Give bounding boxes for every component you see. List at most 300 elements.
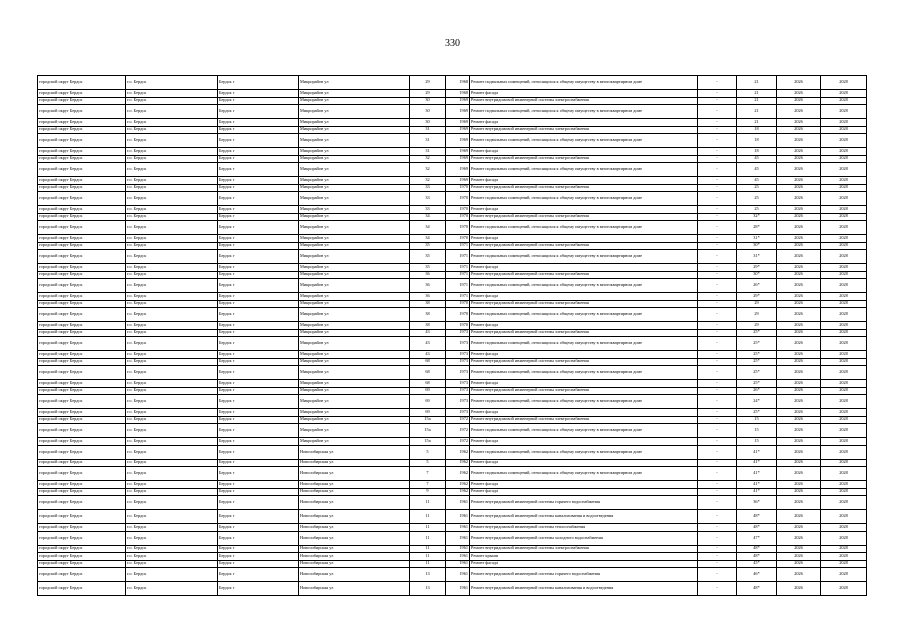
build-year-cell: 1970: [446, 184, 470, 192]
work-type-cell: Ремонт фасада: [470, 438, 698, 446]
end-year-cell: 2028: [821, 481, 867, 489]
settlement-cell: Бердск г: [218, 76, 299, 90]
house-number-cell: 30: [410, 119, 446, 127]
street-cell: Новосибирская ул: [299, 496, 410, 510]
build-year-cell: 1961: [446, 582, 470, 596]
start-year-cell: 2026: [777, 177, 821, 185]
end-year-cell: 2028: [821, 351, 867, 359]
municipality-cell: городской округ Бердск: [38, 467, 126, 481]
start-year-cell: 2026: [777, 524, 821, 532]
count-cell: 24*: [737, 395, 777, 409]
flag-cell: -: [698, 438, 737, 446]
district-cell: г.о. Бердск: [126, 358, 218, 366]
start-year-cell: 2026: [777, 119, 821, 127]
build-year-cell: 1973: [446, 395, 470, 409]
work-type-cell: Ремонт подвальных помещений, относящихся к общему имуществу в многоквартирном доме: [470, 395, 698, 409]
build-year-cell: 1973: [446, 387, 470, 395]
house-number-cell: 69: [410, 387, 446, 395]
table-row: [38, 510, 867, 524]
end-year-cell: 2028: [821, 531, 867, 545]
end-year-cell: 2028: [821, 366, 867, 380]
table-row: [38, 264, 867, 272]
flag-cell: -: [698, 105, 737, 119]
flag-cell: -: [698, 524, 737, 532]
count-cell: 41*: [737, 445, 777, 459]
municipality-cell: городской округ Бердск: [38, 395, 126, 409]
work-type-cell: Ремонт внутридомовой инженерной системы горячего водоснабжения: [470, 568, 698, 582]
start-year-cell: 2026: [777, 424, 821, 438]
start-year-cell: 2026: [777, 279, 821, 293]
count-cell: 18: [737, 134, 777, 148]
municipality-cell: городской округ Бердск: [38, 438, 126, 446]
work-type-cell: Ремонт внутридомовой инженерной системы электроснабжения: [470, 97, 698, 105]
flag-cell: -: [698, 192, 737, 206]
municipality-cell: городской округ Бердск: [38, 279, 126, 293]
municipality-cell: городской округ Бердск: [38, 105, 126, 119]
work-type-cell: Ремонт крыши: [470, 553, 698, 561]
count-cell: 29: [737, 322, 777, 330]
municipality-cell: городской округ Бердск: [38, 488, 126, 496]
count-cell: 31*: [737, 250, 777, 264]
municipality-cell: городской округ Бердск: [38, 221, 126, 235]
municipality-cell: городской округ Бердск: [38, 445, 126, 459]
flag-cell: -: [698, 155, 737, 163]
street-cell: Микрорайон ул: [299, 163, 410, 177]
street-cell: Новосибирская ул: [299, 553, 410, 561]
build-year-cell: 1961: [446, 568, 470, 582]
municipality-cell: городской округ Бердск: [38, 264, 126, 272]
work-type-cell: Ремонт внутридомовой инженерной системы электроснабжения: [470, 155, 698, 163]
build-year-cell: 1961: [446, 553, 470, 561]
house-number-cell: 9: [410, 488, 446, 496]
flag-cell: -: [698, 329, 737, 337]
work-type-cell: Ремонт внутридомовой инженерной системы электроснабжения: [470, 184, 698, 192]
house-number-cell: 69: [410, 395, 446, 409]
municipality-cell: городской округ Бердск: [38, 387, 126, 395]
build-year-cell: 1969: [446, 126, 470, 134]
count-cell: 29*: [737, 293, 777, 301]
count-cell: 29*: [737, 264, 777, 272]
settlement-cell: Бердск г: [218, 213, 299, 221]
table-row: [38, 235, 867, 243]
settlement-cell: Бердск г: [218, 445, 299, 459]
flag-cell: -: [698, 213, 737, 221]
count-cell: 21: [737, 105, 777, 119]
district-cell: г.о. Бердск: [126, 387, 218, 395]
house-number-cell: 5: [410, 445, 446, 459]
settlement-cell: Бердск г: [218, 416, 299, 424]
work-type-cell: Ремонт фасада: [470, 177, 698, 185]
flag-cell: -: [698, 279, 737, 293]
start-year-cell: 2026: [777, 105, 821, 119]
table-row: [38, 582, 867, 596]
end-year-cell: 2028: [821, 553, 867, 561]
start-year-cell: 2026: [777, 568, 821, 582]
settlement-cell: Бердск г: [218, 105, 299, 119]
start-year-cell: 2026: [777, 560, 821, 568]
flag-cell: -: [698, 271, 737, 279]
district-cell: г.о. Бердск: [126, 90, 218, 98]
build-year-cell: 1969: [446, 148, 470, 156]
flag-cell: -: [698, 380, 737, 388]
settlement-cell: Бердск г: [218, 235, 299, 243]
end-year-cell: 2028: [821, 119, 867, 127]
street-cell: Микрорайон ул: [299, 264, 410, 272]
table-row: [38, 126, 867, 134]
settlement-cell: Бердск г: [218, 380, 299, 388]
start-year-cell: 2026: [777, 459, 821, 467]
district-cell: г.о. Бердск: [126, 235, 218, 243]
end-year-cell: 2028: [821, 568, 867, 582]
settlement-cell: Бердск г: [218, 524, 299, 532]
build-year-cell: 1968: [446, 76, 470, 90]
count-cell: 30*: [737, 242, 777, 250]
house-number-cell: 34: [410, 221, 446, 235]
start-year-cell: 2026: [777, 300, 821, 308]
table-row: [38, 221, 867, 235]
work-type-cell: Ремонт фасада: [470, 322, 698, 330]
start-year-cell: 2026: [777, 582, 821, 596]
settlement-cell: Бердск г: [218, 271, 299, 279]
work-type-cell: Ремонт внутридомовой инженерной системы электроснабжения: [470, 300, 698, 308]
house-number-cell: 13: [410, 582, 446, 596]
municipality-cell: городской округ Бердск: [38, 192, 126, 206]
start-year-cell: 2026: [777, 409, 821, 417]
end-year-cell: 2028: [821, 416, 867, 424]
build-year-cell: 1971: [446, 293, 470, 301]
district-cell: г.о. Бердск: [126, 177, 218, 185]
street-cell: Новосибирская ул: [299, 445, 410, 459]
build-year-cell: 1970: [446, 322, 470, 330]
work-type-cell: Ремонт внутридомовой инженерной системы электроснабжения: [470, 271, 698, 279]
end-year-cell: 2028: [821, 192, 867, 206]
house-number-cell: 43: [410, 337, 446, 351]
house-number-cell: 43: [410, 351, 446, 359]
count-cell: 21: [737, 119, 777, 127]
district-cell: г.о. Бердск: [126, 119, 218, 127]
house-number-cell: 36: [410, 293, 446, 301]
table-row: [38, 155, 867, 163]
settlement-cell: Бердск г: [218, 424, 299, 438]
start-year-cell: 2026: [777, 337, 821, 351]
street-cell: Микрорайон ул: [299, 300, 410, 308]
municipality-cell: городской округ Бердск: [38, 337, 126, 351]
end-year-cell: 2028: [821, 445, 867, 459]
start-year-cell: 2026: [777, 242, 821, 250]
flag-cell: -: [698, 308, 737, 322]
end-year-cell: 2028: [821, 409, 867, 417]
flag-cell: -: [698, 184, 737, 192]
street-cell: Микрорайон ул: [299, 119, 410, 127]
work-type-cell: Ремонт фасада: [470, 90, 698, 98]
start-year-cell: 2026: [777, 395, 821, 409]
settlement-cell: Бердск г: [218, 366, 299, 380]
flag-cell: -: [698, 119, 737, 127]
flag-cell: -: [698, 568, 737, 582]
flag-cell: -: [698, 134, 737, 148]
count-cell: 45: [737, 163, 777, 177]
build-year-cell: 1969: [446, 105, 470, 119]
build-year-cell: 1961: [446, 496, 470, 510]
settlement-cell: Бердск г: [218, 134, 299, 148]
house-number-cell: 33: [410, 206, 446, 214]
street-cell: Микрорайон ул: [299, 271, 410, 279]
settlement-cell: Бердск г: [218, 395, 299, 409]
street-cell: Новосибирская ул: [299, 568, 410, 582]
district-cell: г.о. Бердск: [126, 300, 218, 308]
work-type-cell: Ремонт фасада: [470, 148, 698, 156]
district-cell: г.о. Бердск: [126, 163, 218, 177]
house-number-cell: 35: [410, 250, 446, 264]
district-cell: г.о. Бердск: [126, 510, 218, 524]
build-year-cell: 1961: [446, 524, 470, 532]
start-year-cell: 2026: [777, 163, 821, 177]
table-row: [38, 250, 867, 264]
street-cell: Новосибирская ул: [299, 510, 410, 524]
settlement-cell: Бердск г: [218, 126, 299, 134]
settlement-cell: Бердск г: [218, 148, 299, 156]
table-row: [38, 177, 867, 185]
district-cell: г.о. Бердск: [126, 271, 218, 279]
count-cell: 48*: [737, 582, 777, 596]
municipality-cell: городской округ Бердск: [38, 134, 126, 148]
house-number-cell: 15а: [410, 424, 446, 438]
house-number-cell: 33: [410, 184, 446, 192]
street-cell: Микрорайон ул: [299, 90, 410, 98]
settlement-cell: Бердск г: [218, 264, 299, 272]
build-year-cell: 1970: [446, 221, 470, 235]
house-number-cell: 5: [410, 459, 446, 467]
house-number-cell: 68: [410, 366, 446, 380]
district-cell: г.о. Бердск: [126, 134, 218, 148]
street-cell: Микрорайон ул: [299, 351, 410, 359]
district-cell: г.о. Бердск: [126, 337, 218, 351]
settlement-cell: Бердск г: [218, 300, 299, 308]
table-row: [38, 366, 867, 380]
district-cell: г.о. Бердск: [126, 582, 218, 596]
district-cell: г.о. Бердск: [126, 496, 218, 510]
district-cell: г.о. Бердск: [126, 97, 218, 105]
end-year-cell: 2028: [821, 134, 867, 148]
table-row: [38, 424, 867, 438]
flag-cell: -: [698, 242, 737, 250]
table-row: [38, 242, 867, 250]
district-cell: г.о. Бердск: [126, 279, 218, 293]
work-type-cell: Ремонт внутридомовой инженерной системы горячего водоснабжения: [470, 496, 698, 510]
end-year-cell: 2028: [821, 300, 867, 308]
district-cell: г.о. Бердск: [126, 293, 218, 301]
street-cell: Микрорайон ул: [299, 76, 410, 90]
table-row: [38, 553, 867, 561]
house-number-cell: 35: [410, 242, 446, 250]
work-type-cell: Ремонт подвальных помещений, относящихся к общему имуществу в многоквартирном доме: [470, 445, 698, 459]
municipality-cell: городской округ Бердск: [38, 97, 126, 105]
table-row: [38, 90, 867, 98]
table-row: [38, 395, 867, 409]
street-cell: Микрорайон ул: [299, 105, 410, 119]
count-cell: 45: [737, 177, 777, 185]
build-year-cell: 1972: [446, 438, 470, 446]
build-year-cell: 1970: [446, 235, 470, 243]
work-type-cell: Ремонт подвальных помещений, относящихся к общему имуществу в многоквартирном доме: [470, 250, 698, 264]
street-cell: Микрорайон ул: [299, 380, 410, 388]
house-number-cell: 68: [410, 358, 446, 366]
settlement-cell: Бердск г: [218, 192, 299, 206]
flag-cell: -: [698, 206, 737, 214]
house-number-cell: 38: [410, 300, 446, 308]
start-year-cell: 2026: [777, 545, 821, 553]
work-type-cell: Ремонт фасада: [470, 560, 698, 568]
count-cell: 48*: [737, 524, 777, 532]
municipality-cell: городской округ Бердск: [38, 380, 126, 388]
street-cell: Микрорайон ул: [299, 250, 410, 264]
flag-cell: -: [698, 531, 737, 545]
start-year-cell: 2026: [777, 329, 821, 337]
count-cell: 31*: [737, 235, 777, 243]
district-cell: г.о. Бердск: [126, 467, 218, 481]
flag-cell: -: [698, 264, 737, 272]
count-cell: 29: [737, 308, 777, 322]
start-year-cell: 2026: [777, 97, 821, 105]
table-row: [38, 438, 867, 446]
flag-cell: -: [698, 177, 737, 185]
count-cell: 41*: [737, 467, 777, 481]
build-year-cell: 1973: [446, 380, 470, 388]
count-cell: 25*: [737, 351, 777, 359]
settlement-cell: Бердск г: [218, 531, 299, 545]
district-cell: г.о. Бердск: [126, 221, 218, 235]
start-year-cell: 2026: [777, 134, 821, 148]
street-cell: Микрорайон ул: [299, 308, 410, 322]
district-cell: г.о. Бердск: [126, 366, 218, 380]
table-row: [38, 97, 867, 105]
work-type-cell: Ремонт подвальных помещений, относящихся к общему имуществу в многоквартирном доме: [470, 337, 698, 351]
flag-cell: -: [698, 481, 737, 489]
count-cell: 45*: [737, 560, 777, 568]
municipality-cell: городской округ Бердск: [38, 582, 126, 596]
settlement-cell: Бердск г: [218, 206, 299, 214]
work-type-cell: Ремонт внутридомовой инженерной системы теплоснабжения: [470, 524, 698, 532]
settlement-cell: Бердск г: [218, 322, 299, 330]
build-year-cell: 1970: [446, 308, 470, 322]
start-year-cell: 2026: [777, 553, 821, 561]
house-number-cell: 31: [410, 134, 446, 148]
end-year-cell: 2028: [821, 488, 867, 496]
start-year-cell: 2026: [777, 481, 821, 489]
table-row: [38, 271, 867, 279]
district-cell: г.о. Бердск: [126, 481, 218, 489]
street-cell: Микрорайон ул: [299, 438, 410, 446]
house-number-cell: 34: [410, 213, 446, 221]
settlement-cell: Бердск г: [218, 119, 299, 127]
build-year-cell: 1969: [446, 163, 470, 177]
table-row: [38, 560, 867, 568]
build-year-cell: 1962: [446, 481, 470, 489]
end-year-cell: 2028: [821, 560, 867, 568]
page-number: 330: [445, 38, 460, 49]
municipality-cell: городской округ Бердск: [38, 329, 126, 337]
build-year-cell: 1970: [446, 213, 470, 221]
municipality-cell: городской округ Бердск: [38, 163, 126, 177]
district-cell: г.о. Бердск: [126, 242, 218, 250]
table-row: [38, 387, 867, 395]
count-cell: 32*: [737, 213, 777, 221]
start-year-cell: 2026: [777, 126, 821, 134]
end-year-cell: 2028: [821, 235, 867, 243]
district-cell: г.о. Бердск: [126, 250, 218, 264]
municipality-cell: городской округ Бердск: [38, 76, 126, 90]
district-cell: г.о. Бердск: [126, 76, 218, 90]
end-year-cell: 2028: [821, 322, 867, 330]
street-cell: Микрорайон ул: [299, 184, 410, 192]
flag-cell: -: [698, 366, 737, 380]
end-year-cell: 2028: [821, 308, 867, 322]
end-year-cell: 2028: [821, 242, 867, 250]
district-cell: г.о. Бердск: [126, 213, 218, 221]
end-year-cell: 2028: [821, 271, 867, 279]
house-number-cell: 15а: [410, 438, 446, 446]
end-year-cell: 2028: [821, 496, 867, 510]
street-cell: Микрорайон ул: [299, 192, 410, 206]
municipality-cell: городской округ Бердск: [38, 213, 126, 221]
municipality-cell: городской округ Бердск: [38, 126, 126, 134]
work-type-cell: Ремонт фасада: [470, 351, 698, 359]
district-cell: г.о. Бердск: [126, 126, 218, 134]
municipality-cell: городской округ Бердск: [38, 366, 126, 380]
municipality-cell: городской округ Бердск: [38, 553, 126, 561]
municipality-cell: городской округ Бердск: [38, 300, 126, 308]
build-year-cell: 1973: [446, 366, 470, 380]
street-cell: Микрорайон ул: [299, 213, 410, 221]
municipality-cell: городской округ Бердск: [38, 322, 126, 330]
district-cell: г.о. Бердск: [126, 264, 218, 272]
flag-cell: -: [698, 582, 737, 596]
district-cell: г.о. Бердск: [126, 322, 218, 330]
district-cell: г.о. Бердск: [126, 105, 218, 119]
house-number-cell: 43: [410, 329, 446, 337]
flag-cell: -: [698, 416, 737, 424]
count-cell: 46*: [737, 568, 777, 582]
street-cell: Микрорайон ул: [299, 235, 410, 243]
municipality-cell: городской округ Бердск: [38, 250, 126, 264]
end-year-cell: 2028: [821, 358, 867, 366]
municipality-cell: городской округ Бердск: [38, 293, 126, 301]
house-number-cell: 34: [410, 235, 446, 243]
municipality-cell: городской округ Бердск: [38, 560, 126, 568]
municipality-cell: городской округ Бердск: [38, 148, 126, 156]
count-cell: 41*: [737, 459, 777, 467]
build-year-cell: 1971: [446, 264, 470, 272]
house-number-cell: 30: [410, 97, 446, 105]
start-year-cell: 2026: [777, 271, 821, 279]
count-cell: 36*: [737, 496, 777, 510]
work-type-cell: Ремонт подвальных помещений, относящихся к общему имуществу в многоквартирном доме: [470, 76, 698, 90]
street-cell: Микрорайон ул: [299, 221, 410, 235]
street-cell: Микрорайон ул: [299, 358, 410, 366]
work-type-cell: Ремонт фасада: [470, 481, 698, 489]
count-cell: 47*: [737, 531, 777, 545]
house-number-cell: 29: [410, 90, 446, 98]
start-year-cell: 2026: [777, 184, 821, 192]
build-year-cell: 1969: [446, 155, 470, 163]
street-cell: Микрорайон ул: [299, 293, 410, 301]
table-row: [38, 322, 867, 330]
work-type-cell: Ремонт фасада: [470, 409, 698, 417]
table-row: [38, 467, 867, 481]
count-cell: 28*: [737, 221, 777, 235]
start-year-cell: 2026: [777, 445, 821, 459]
municipality-cell: городской округ Бердск: [38, 119, 126, 127]
